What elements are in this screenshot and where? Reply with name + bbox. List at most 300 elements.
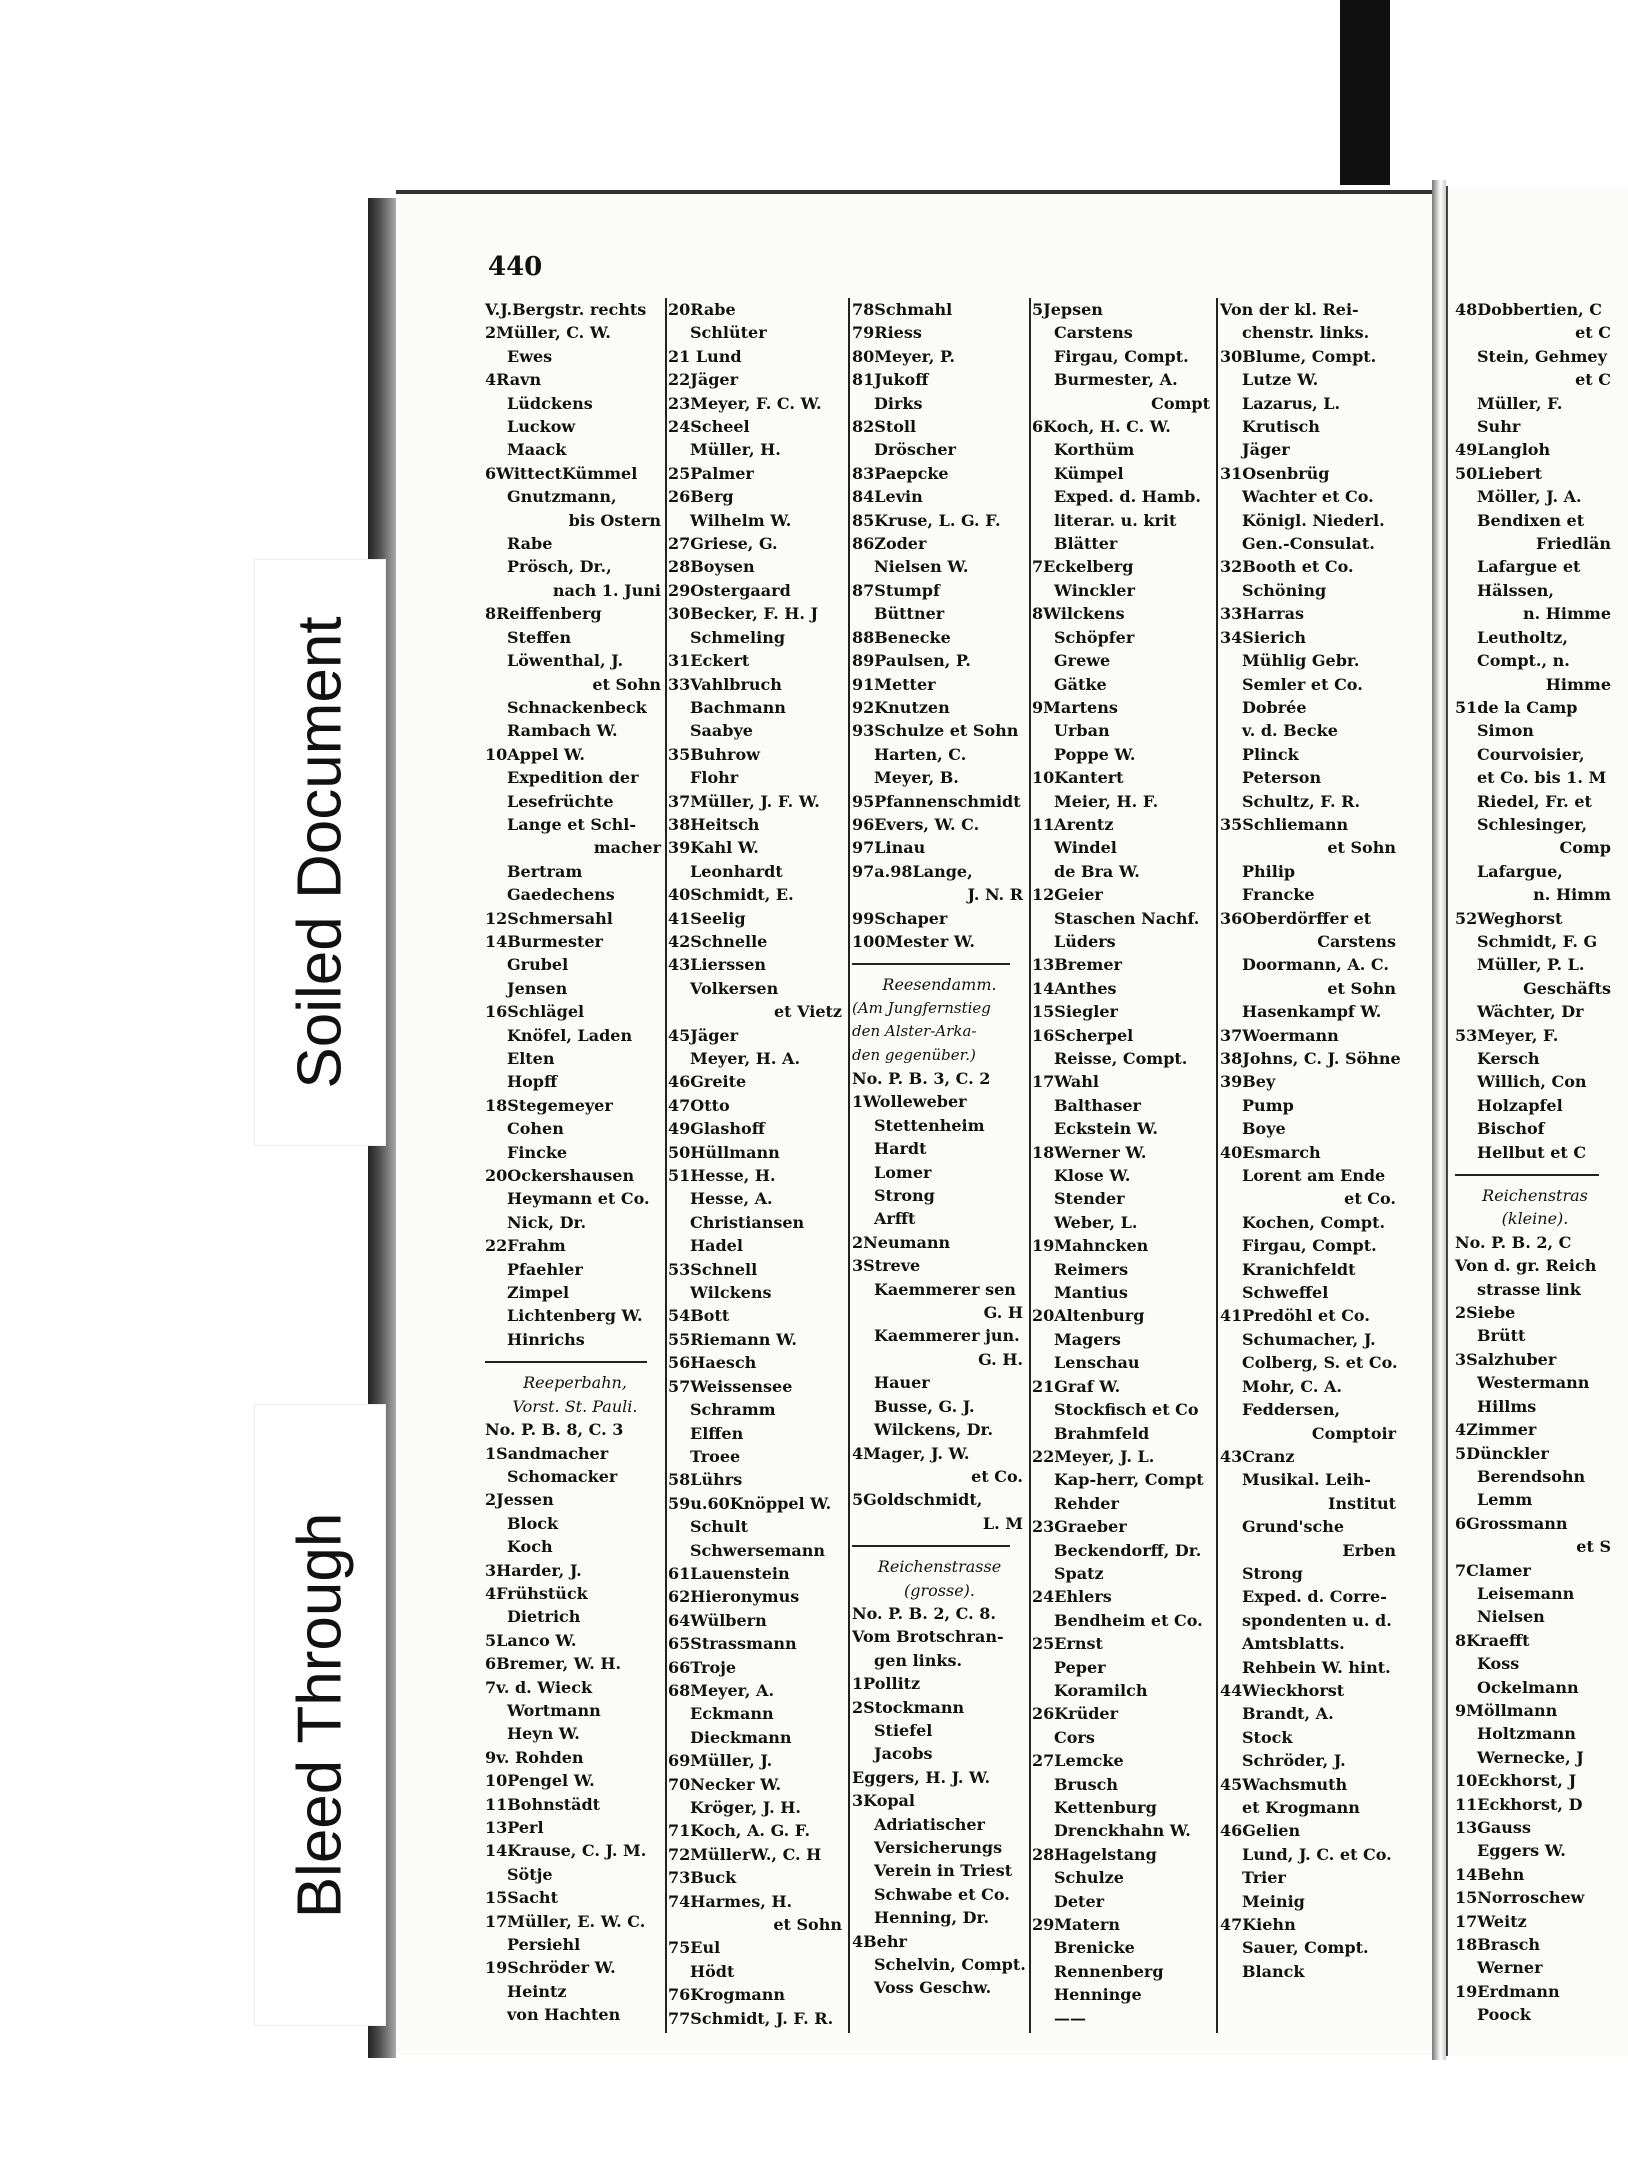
directory-entry-continued: Deter <box>1054 1891 1105 1911</box>
street-heading-note: (Am Jungfernstieg <box>852 998 991 1017</box>
directory-entry: Eggers, H. J. W. <box>852 1767 991 1787</box>
directory-entry: 2Müller, C. W. <box>485 323 611 343</box>
directory-entry: 14Behn <box>1455 1864 1525 1884</box>
directory-entry-continued: Henning, Dr. <box>874 1908 990 1928</box>
directory-entry-continued: Versicherungs <box>874 1838 1003 1857</box>
directory-entry-continued: n. Himm <box>1533 885 1611 905</box>
directory-entry-continued: Steffen <box>507 627 572 647</box>
directory-entry-continued: Heyn W. <box>507 1724 580 1744</box>
directory-entry-continued: Stettenheim <box>874 1115 985 1135</box>
directory-entry: 28Boysen <box>668 557 755 577</box>
directory-entry: 40Schmidt, E. <box>668 885 794 905</box>
section-divider <box>1455 1174 1599 1176</box>
directory-entry-continued: Fincke <box>507 1142 568 1162</box>
directory-entry-continued: Leisemann <box>1477 1583 1575 1603</box>
directory-entry-continued: Poppe W. <box>1054 744 1136 764</box>
directory-entry: 5Dünckler <box>1455 1443 1549 1463</box>
soiled-document-text: Soiled Document <box>285 616 355 1089</box>
directory-entry-continued: Brütt <box>1477 1326 1526 1346</box>
directory-entry: 77Schmidt, J. F. R. <box>668 2008 834 2028</box>
directory-entry-continued: Staschen Nachf. <box>1054 908 1200 928</box>
directory-entry: 87Stumpf <box>852 580 940 600</box>
directory-entry: 64Wülbern <box>668 1610 767 1630</box>
directory-entry: 32Booth et Co. <box>1220 557 1354 577</box>
directory-entry: 8Reiffenberg <box>485 604 602 624</box>
page-number: 440 <box>488 252 543 282</box>
directory-entry-continued: Jensen <box>507 978 568 998</box>
directory-entry: 14Anthes <box>1032 978 1117 998</box>
directory-entry: 10Appel W. <box>485 744 585 764</box>
directory-entry-continued: von Hachten <box>507 2005 621 2025</box>
directory-entry-continued: bis Ostern <box>568 510 661 530</box>
directory-entry: 3Salzhuber <box>1455 1349 1557 1369</box>
directory-entry-continued: Bertram <box>507 861 583 881</box>
directory-entry-continued: G. H <box>983 1303 1023 1323</box>
directory-entry: 53Schnell <box>668 1259 758 1279</box>
directory-entry-continued: Christiansen <box>690 1212 805 1232</box>
directory-entry-continued: Stockfisch et Co <box>1054 1400 1199 1420</box>
directory-entry-continued: Hödt <box>690 1961 735 1981</box>
directory-entry-continued: Plinck <box>1242 744 1299 764</box>
directory-entry: 44Wieckhorst <box>1220 1680 1345 1700</box>
directory-entry-continued: de Bra W. <box>1054 861 1140 881</box>
directory-entry-continued: et C <box>1575 370 1611 390</box>
directory-entry-continued: Korthüm <box>1054 440 1135 460</box>
directory-entry: 15Sacht <box>485 1888 558 1908</box>
directory-entry: 86Zoder <box>852 534 927 554</box>
directory-entry-continued: Stender <box>1054 1189 1125 1209</box>
directory-entry-continued: Berendsohn <box>1477 1466 1586 1486</box>
directory-entry-continued: Compt <box>1151 393 1210 413</box>
directory-entry-continued: Suhr <box>1477 417 1521 437</box>
directory-entry: 95Pfannenschmidt <box>852 791 1021 811</box>
directory-entry-continued: Holzapfel <box>1477 1095 1563 1115</box>
column-rule <box>1029 298 1031 2033</box>
directory-entry-continued: Ockelmann <box>1477 1677 1579 1697</box>
directory-entry-continued: Stiefel <box>874 1720 933 1740</box>
directory-entry: 5Jepsen <box>1032 300 1103 319</box>
directory-entry-continued: Blanck <box>1242 1961 1305 1981</box>
directory-entry: 10Eckhorst, J <box>1455 1771 1577 1791</box>
directory-entry-continued: Carstens <box>1317 931 1396 951</box>
directory-entry-continued: Institut <box>1327 1493 1396 1513</box>
directory-entry-continued: Leutholtz, <box>1477 627 1568 647</box>
directory-entry: 7Eckelberg <box>1032 557 1134 577</box>
directory-entry-continued: macher <box>593 838 661 858</box>
directory-entry: 18Brasch <box>1455 1935 1540 1955</box>
directory-entry: 78Schmahl <box>852 300 953 319</box>
directory-entry-continued: Stock <box>1242 1727 1293 1747</box>
directory-entry: 27Lemcke <box>1032 1751 1124 1771</box>
directory-entry: 49Langloh <box>1455 440 1551 460</box>
directory-entry: 82Stoll <box>852 417 917 437</box>
directory-entry-continued: Exped. d. Corre- <box>1242 1587 1387 1607</box>
directory-entry-continued: strasse link <box>1477 1279 1581 1299</box>
directory-entry: 34Sierich <box>1220 627 1306 647</box>
directory-entry: 51de la Camp <box>1455 697 1578 717</box>
directory-entry-continued: Semler et Co. <box>1242 674 1363 694</box>
directory-entry-continued: Musikal. Leih- <box>1242 1470 1371 1490</box>
directory-entry-continued: Schröder, J. <box>1242 1751 1346 1771</box>
directory-entry-continued: Müller, H. <box>690 440 781 460</box>
directory-entry: 22Frahm <box>485 1236 566 1256</box>
directory-entry: 6WittectKümmel <box>485 463 638 483</box>
directory-entry: 18Stegemeyer <box>485 1095 613 1115</box>
directory-entry-continued: Lund, J. C. et Co. <box>1242 1844 1392 1864</box>
directory-entry: 10Kantert <box>1032 768 1124 788</box>
directory-entry-continued: Wilhelm W. <box>690 510 792 530</box>
directory-entry: No. P. B. 2, C <box>1455 1232 1572 1252</box>
directory-entry-continued: Möller, J. A. <box>1477 487 1582 507</box>
directory-entry-continued: Koramilch <box>1054 1680 1148 1700</box>
directory-entry: 38Johns, C. J. Söhne <box>1220 1049 1401 1068</box>
directory-entry: 14Burmester <box>485 931 603 951</box>
directory-entry: 13Bremer <box>1032 955 1122 975</box>
directory-entry-continued: Heymann et Co. <box>507 1189 650 1209</box>
directory-entry: 68Meyer, A. <box>668 1680 775 1700</box>
directory-entry: 24Ehlers <box>1032 1587 1112 1607</box>
directory-entry-continued: Holtzmann <box>1477 1724 1576 1744</box>
directory-entry-continued: et Sohn <box>773 1915 842 1935</box>
directory-entry: 4Ravn <box>485 370 542 390</box>
directory-entry-continued: Sauer, Compt. <box>1242 1938 1369 1958</box>
directory-entry: 40Esmarch <box>1220 1142 1321 1162</box>
directory-column-5 <box>1220 298 1400 1983</box>
directory-entry: Von d. gr. Reich <box>1455 1256 1597 1276</box>
book-gutter <box>1432 180 1446 2060</box>
directory-entry: 14Krause, C. J. M. <box>485 1841 647 1861</box>
column-rule <box>1216 298 1218 2033</box>
directory-entry: 57Weissensee <box>668 1376 793 1396</box>
directory-entry-continued: Winckler <box>1054 580 1135 600</box>
directory-entry: 54Bott <box>668 1306 730 1326</box>
directory-entry: 20Altenburg <box>1032 1306 1145 1326</box>
section-divider <box>852 963 1010 965</box>
directory-entry: 22Meyer, J. L. <box>1032 1446 1155 1466</box>
directory-entry-continued: Balthaser <box>1054 1095 1141 1115</box>
directory-entry-continued: Lenschau <box>1054 1353 1140 1373</box>
directory-entry-continued: et Vietz <box>773 1002 842 1022</box>
directory-entry: 20Rabe <box>668 300 736 319</box>
directory-entry-continued: et Sohn <box>1327 978 1396 998</box>
directory-entry: 47Otto <box>668 1095 730 1115</box>
directory-entry-continued: Dietrich <box>507 1607 581 1627</box>
directory-entry: 45Wachsmuth <box>1220 1774 1348 1794</box>
directory-entry-continued: Blätter <box>1054 534 1118 554</box>
directory-entry: 96Evers, W. C. <box>852 814 980 834</box>
directory-entry-continued: Colberg, S. et Co. <box>1242 1353 1398 1373</box>
directory-entry-continued: L. M <box>982 1513 1023 1533</box>
directory-entry: 19Schröder W. <box>485 1958 616 1978</box>
directory-entry-continued: Poock <box>1477 2005 1531 2025</box>
directory-entry-continued: Kap-herr, Compt <box>1054 1470 1204 1490</box>
directory-entry: 6Koch, H. C. W. <box>1032 417 1171 437</box>
directory-entry: 85Kruse, L. G. F. <box>852 510 1001 530</box>
directory-entry-continued: Krutisch <box>1242 417 1320 437</box>
directory-entry-continued: Schult <box>690 1517 749 1537</box>
directory-entry-continued: Schnackenbeck <box>507 697 647 717</box>
directory-entry-continued: literar. u. krit <box>1054 510 1177 530</box>
directory-entry: 88Benecke <box>852 627 951 647</box>
directory-entry: 25Ernst <box>1032 1634 1103 1654</box>
directory-entry: 2Neumann <box>852 1232 951 1252</box>
directory-entry-continued: Eggers W. <box>1477 1841 1566 1861</box>
directory-entry-continued: Brandt, A. <box>1242 1704 1334 1724</box>
directory-entry-continued: Simon <box>1477 721 1534 741</box>
directory-entry: 97Linau <box>852 838 926 858</box>
directory-entry-continued: Persiehl <box>507 1935 581 1955</box>
directory-entry-continued: Lange et Schl- <box>507 814 636 834</box>
directory-entry-continued: et S <box>1576 1537 1611 1557</box>
directory-entry-continued: Brusch <box>1054 1774 1118 1794</box>
directory-entry-continued: Zimpel <box>507 1283 570 1303</box>
directory-entry-continued: Schomacker <box>507 1466 618 1486</box>
directory-entry-continued: Gaedechens <box>507 885 615 905</box>
directory-entry: 18Werner W. <box>1032 1142 1147 1162</box>
directory-column-6 <box>1455 298 1615 2027</box>
directory-entry-continued: Courvoisier, <box>1477 744 1585 764</box>
directory-entry-continued: Dirks <box>874 393 923 413</box>
directory-entry: 61Lauenstein <box>668 1563 790 1583</box>
directory-entry-continued: Brenicke <box>1054 1938 1135 1958</box>
directory-entry-continued: Schramm <box>690 1400 776 1420</box>
directory-entry-continued: Hesse, A. <box>690 1189 773 1209</box>
directory-entry-continued: Mühlig Gebr. <box>1242 651 1360 671</box>
directory-entry-continued: Kröger, J. H. <box>690 1798 801 1817</box>
directory-entry-continued: Lafargue, <box>1477 861 1563 881</box>
directory-entry: 53Meyer, F. <box>1455 1025 1559 1045</box>
directory-entry-continued: Gätke <box>1054 674 1107 694</box>
directory-entry: 17Müller, E. W. C. <box>485 1911 646 1931</box>
directory-entry: 50Liebert <box>1455 463 1542 483</box>
directory-entry-continued: Busse, G. J. <box>874 1396 975 1416</box>
directory-entry-continued: Boye <box>1242 1119 1286 1139</box>
directory-entry-continued: Schmeling <box>690 627 786 647</box>
directory-entry: 45Jäger <box>668 1025 738 1045</box>
directory-entry: 76Krogmann <box>668 1985 786 2005</box>
directory-entry: 5Goldschmidt, <box>852 1490 983 1510</box>
directory-entry: 39Bey <box>1220 1072 1276 1092</box>
directory-entry: 12Schmersahl <box>485 908 613 928</box>
directory-entry-continued: Leonhardt <box>690 861 783 881</box>
directory-entry-continued: Pump <box>1242 1095 1294 1115</box>
directory-entry-continued: Müller, F. <box>1477 393 1563 413</box>
directory-entry-continued: spondenten u. d. <box>1242 1610 1392 1630</box>
street-heading: (kleine). <box>1501 1209 1569 1229</box>
directory-entry: 16Scherpel <box>1032 1025 1134 1045</box>
directory-entry: 46Greite <box>668 1072 747 1092</box>
directory-entry-continued: Rambach W. <box>507 721 618 741</box>
directory-entry: 24Scheel <box>668 417 750 437</box>
directory-entry: 22Jäger <box>668 370 738 390</box>
directory-entry-continued: Friedlän <box>1535 534 1611 554</box>
directory-entry-continued: Riedel, Fr. et <box>1477 791 1592 811</box>
directory-entry-continued: Dieckmann <box>690 1727 792 1747</box>
directory-entry: 1Sandmacher <box>485 1443 609 1463</box>
directory-entry-continued: Burmester, A. <box>1054 370 1178 390</box>
section-divider <box>852 1545 1010 1547</box>
directory-entry-continued: Jacobs <box>874 1744 933 1764</box>
directory-entry-continued: Carstens <box>1054 323 1133 343</box>
directory-entry-continued: Brahmfeld <box>1054 1423 1150 1443</box>
directory-entry-continued: Grubel <box>507 955 569 975</box>
directory-entry: 19Mahncken <box>1032 1236 1149 1256</box>
directory-entry: 35Schliemann <box>1220 814 1349 834</box>
street-heading: Reichenstrasse <box>877 1557 1002 1577</box>
directory-entry: 73Buck <box>668 1868 737 1888</box>
directory-entry-continued: Amtsblatts. <box>1242 1634 1345 1654</box>
directory-entry-continued: et Co. <box>1344 1189 1396 1209</box>
directory-entry: 91Metter <box>852 674 936 694</box>
directory-entry-continued: Wächter, Dr <box>1477 1002 1584 1022</box>
directory-entry-continued: Firgau, Compt. <box>1054 346 1189 366</box>
directory-entry: 3Kopal <box>852 1791 915 1811</box>
street-heading: Vorst. St. Pauli. <box>512 1396 638 1416</box>
directory-entry: 42Schnelle <box>668 931 768 951</box>
directory-entry-continued: Doormann, A. C. <box>1242 955 1389 975</box>
directory-entry: 62Hieronymus <box>668 1587 800 1607</box>
directory-entry-continued: Willich, Con <box>1477 1072 1587 1092</box>
directory-entry-continued: Meinig <box>1242 1891 1305 1911</box>
directory-entry-continued: J. N. R <box>967 885 1023 905</box>
directory-entry: 6Grossmann <box>1455 1513 1568 1533</box>
directory-entry: 41Seelig <box>668 908 746 928</box>
directory-entry: 11Bohnstädt <box>485 1794 601 1814</box>
directory-entry-continued: Francke <box>1242 885 1315 905</box>
directory-entry-continued: Lüders <box>1054 931 1116 951</box>
directory-entry: 1Wolleweber <box>852 1092 967 1112</box>
directory-entry-continued: Hälssen, <box>1477 580 1554 600</box>
directory-entry: 66Troje <box>668 1657 737 1677</box>
directory-entry: 17Weitz <box>1455 1911 1527 1931</box>
directory-entry-continued: Pfaehler <box>507 1259 583 1279</box>
directory-entry: 80Meyer, P. <box>852 346 955 366</box>
directory-entry: 30Becker, F. H. J <box>668 604 819 624</box>
directory-entry-continued: Troee <box>690 1446 741 1466</box>
directory-entry-continued: et Co. bis 1. M <box>1477 768 1607 788</box>
directory-entry: 5Lanco W. <box>485 1630 577 1650</box>
directory-entry-continued: chenstr. links. <box>1242 323 1370 343</box>
directory-entry-continued: Prösch, Dr., <box>507 557 612 577</box>
directory-entry-continued: Peper <box>1054 1657 1106 1677</box>
directory-entry-continued: Schlesinger, <box>1477 814 1588 834</box>
directory-entry-continued: Lüdckens <box>507 393 593 413</box>
directory-entry-continued: Strong <box>874 1186 935 1206</box>
directory-entry: Vom Brotschran- <box>852 1627 1004 1647</box>
directory-entry-continued: Wachter et Co. <box>1242 487 1374 507</box>
directory-entry-continued: Bachmann <box>690 697 786 717</box>
street-heading: (grosse). <box>904 1580 975 1600</box>
directory-entry-continued: Henninge <box>1054 1985 1142 2005</box>
directory-entry: 55Riemann W. <box>668 1329 797 1349</box>
directory-column-3 <box>852 298 1027 2000</box>
directory-entry-continued: Knöfel, Laden <box>507 1025 633 1045</box>
directory-entry: No. P. B. 8, C. 3 <box>485 1420 624 1440</box>
directory-entry: 29Matern <box>1032 1915 1120 1935</box>
directory-entry: 25Palmer <box>668 463 754 483</box>
directory-entry-continued: Mohr, C. A. <box>1242 1376 1342 1396</box>
street-heading: Reeperbahn, <box>523 1373 627 1393</box>
directory-entry: 26Krüder <box>1032 1704 1119 1724</box>
directory-entry-continued: Luckow <box>507 417 576 437</box>
directory-entry-continued: Urban <box>1054 721 1110 741</box>
directory-entry: 59u.60Knöppel W. <box>668 1493 832 1513</box>
directory-entry: 2Stockmann <box>852 1697 965 1717</box>
directory-entry: 83Paepcke <box>852 463 949 483</box>
directory-entry: 15Norroschew <box>1455 1888 1585 1908</box>
directory-entry: 8Kraefft <box>1455 1630 1530 1650</box>
directory-entry-continued: Spatz <box>1054 1563 1104 1583</box>
directory-entry: 13Perl <box>485 1818 544 1837</box>
directory-entry-continued: Strong <box>1242 1563 1303 1583</box>
directory-entry: 43Lierssen <box>668 955 767 975</box>
directory-entry-continued: Dröscher <box>874 440 956 460</box>
directory-entry: 4Behr <box>852 1931 907 1951</box>
directory-entry: 100Mester W. <box>852 931 975 951</box>
column-rule <box>665 298 667 2033</box>
column-rule <box>848 298 850 2033</box>
directory-entry-continued: Peterson <box>1242 768 1322 788</box>
directory-entry: 49Glashoff <box>668 1119 765 1139</box>
directory-entry: 17Wahl <box>1032 1072 1099 1092</box>
directory-entry: 3Harder, J. <box>485 1560 582 1580</box>
directory-entry-continued: Reimers <box>1054 1259 1129 1279</box>
directory-entry-continued: Geschäfts <box>1523 978 1611 998</box>
directory-entry-continued: Mantius <box>1054 1283 1128 1303</box>
directory-entry: No. P. B. 3, C. 2 <box>852 1069 991 1088</box>
directory-entry-continued: Schulze <box>1054 1868 1124 1888</box>
directory-entry-continued: Nielsen W. <box>874 557 969 577</box>
directory-entry: 38Heitsch <box>668 814 760 834</box>
directory-entry: 7Clamer <box>1455 1560 1531 1580</box>
dark-scan-band <box>1340 0 1390 185</box>
directory-entry-continued: Kaemmerer jun. <box>874 1326 1020 1346</box>
directory-entry: Von der kl. Rei- <box>1220 300 1359 319</box>
directory-entry: 71Koch, A. G. F. <box>668 1821 811 1841</box>
directory-entry: 65Strassmann <box>668 1634 797 1654</box>
directory-entry-continued: Nick, Dr. <box>507 1212 587 1232</box>
directory-entry: 79Riess <box>852 323 922 343</box>
directory-entry-continued: Comp <box>1559 838 1611 858</box>
directory-entry: 20Ockershausen <box>485 1166 635 1186</box>
directory-entry-continued: Dobrée <box>1242 697 1307 717</box>
directory-entry: 58Lührs <box>668 1470 743 1490</box>
directory-entry-continued: Lichtenberg W. <box>507 1306 643 1326</box>
directory-entry: 43Cranz <box>1220 1446 1295 1466</box>
directory-entry: 9v. Rohden <box>485 1747 584 1767</box>
directory-entry-continued: Maack <box>507 440 567 460</box>
directory-entry: 99Schaper <box>852 908 948 928</box>
directory-entry-continued: Hellbut et C <box>1477 1142 1587 1162</box>
directory-entry-continued: et Krogmann <box>1242 1798 1360 1817</box>
directory-entry-continued: Meier, H. F. <box>1054 791 1159 811</box>
directory-entry-continued: Cohen <box>507 1119 564 1139</box>
directory-entry-continued: Gnutzmann, <box>507 487 617 507</box>
directory-entry: 33Vahlbruch <box>668 674 782 694</box>
directory-entry: 7v. d. Wieck <box>485 1677 593 1697</box>
directory-entry-continued: Expedition der <box>507 768 639 788</box>
directory-entry-continued: Eckstein W. <box>1054 1119 1158 1139</box>
directory-entry-continued: Schmidt, F. G <box>1477 931 1598 951</box>
directory-entry-continued: Kettenburg <box>1054 1798 1157 1817</box>
directory-entry: 69Müller, J. <box>668 1751 773 1771</box>
directory-entry-continued: Adriatischer <box>874 1814 985 1834</box>
directory-entry-continued: Comptoir <box>1311 1423 1396 1443</box>
directory-entry: 11Arentz <box>1032 814 1114 834</box>
directory-entry: 11Eckhorst, D <box>1455 1794 1583 1814</box>
directory-entry-continued: Reisse, Compt. <box>1054 1049 1188 1068</box>
directory-entry: 72MüllerW., C. H <box>668 1844 822 1864</box>
